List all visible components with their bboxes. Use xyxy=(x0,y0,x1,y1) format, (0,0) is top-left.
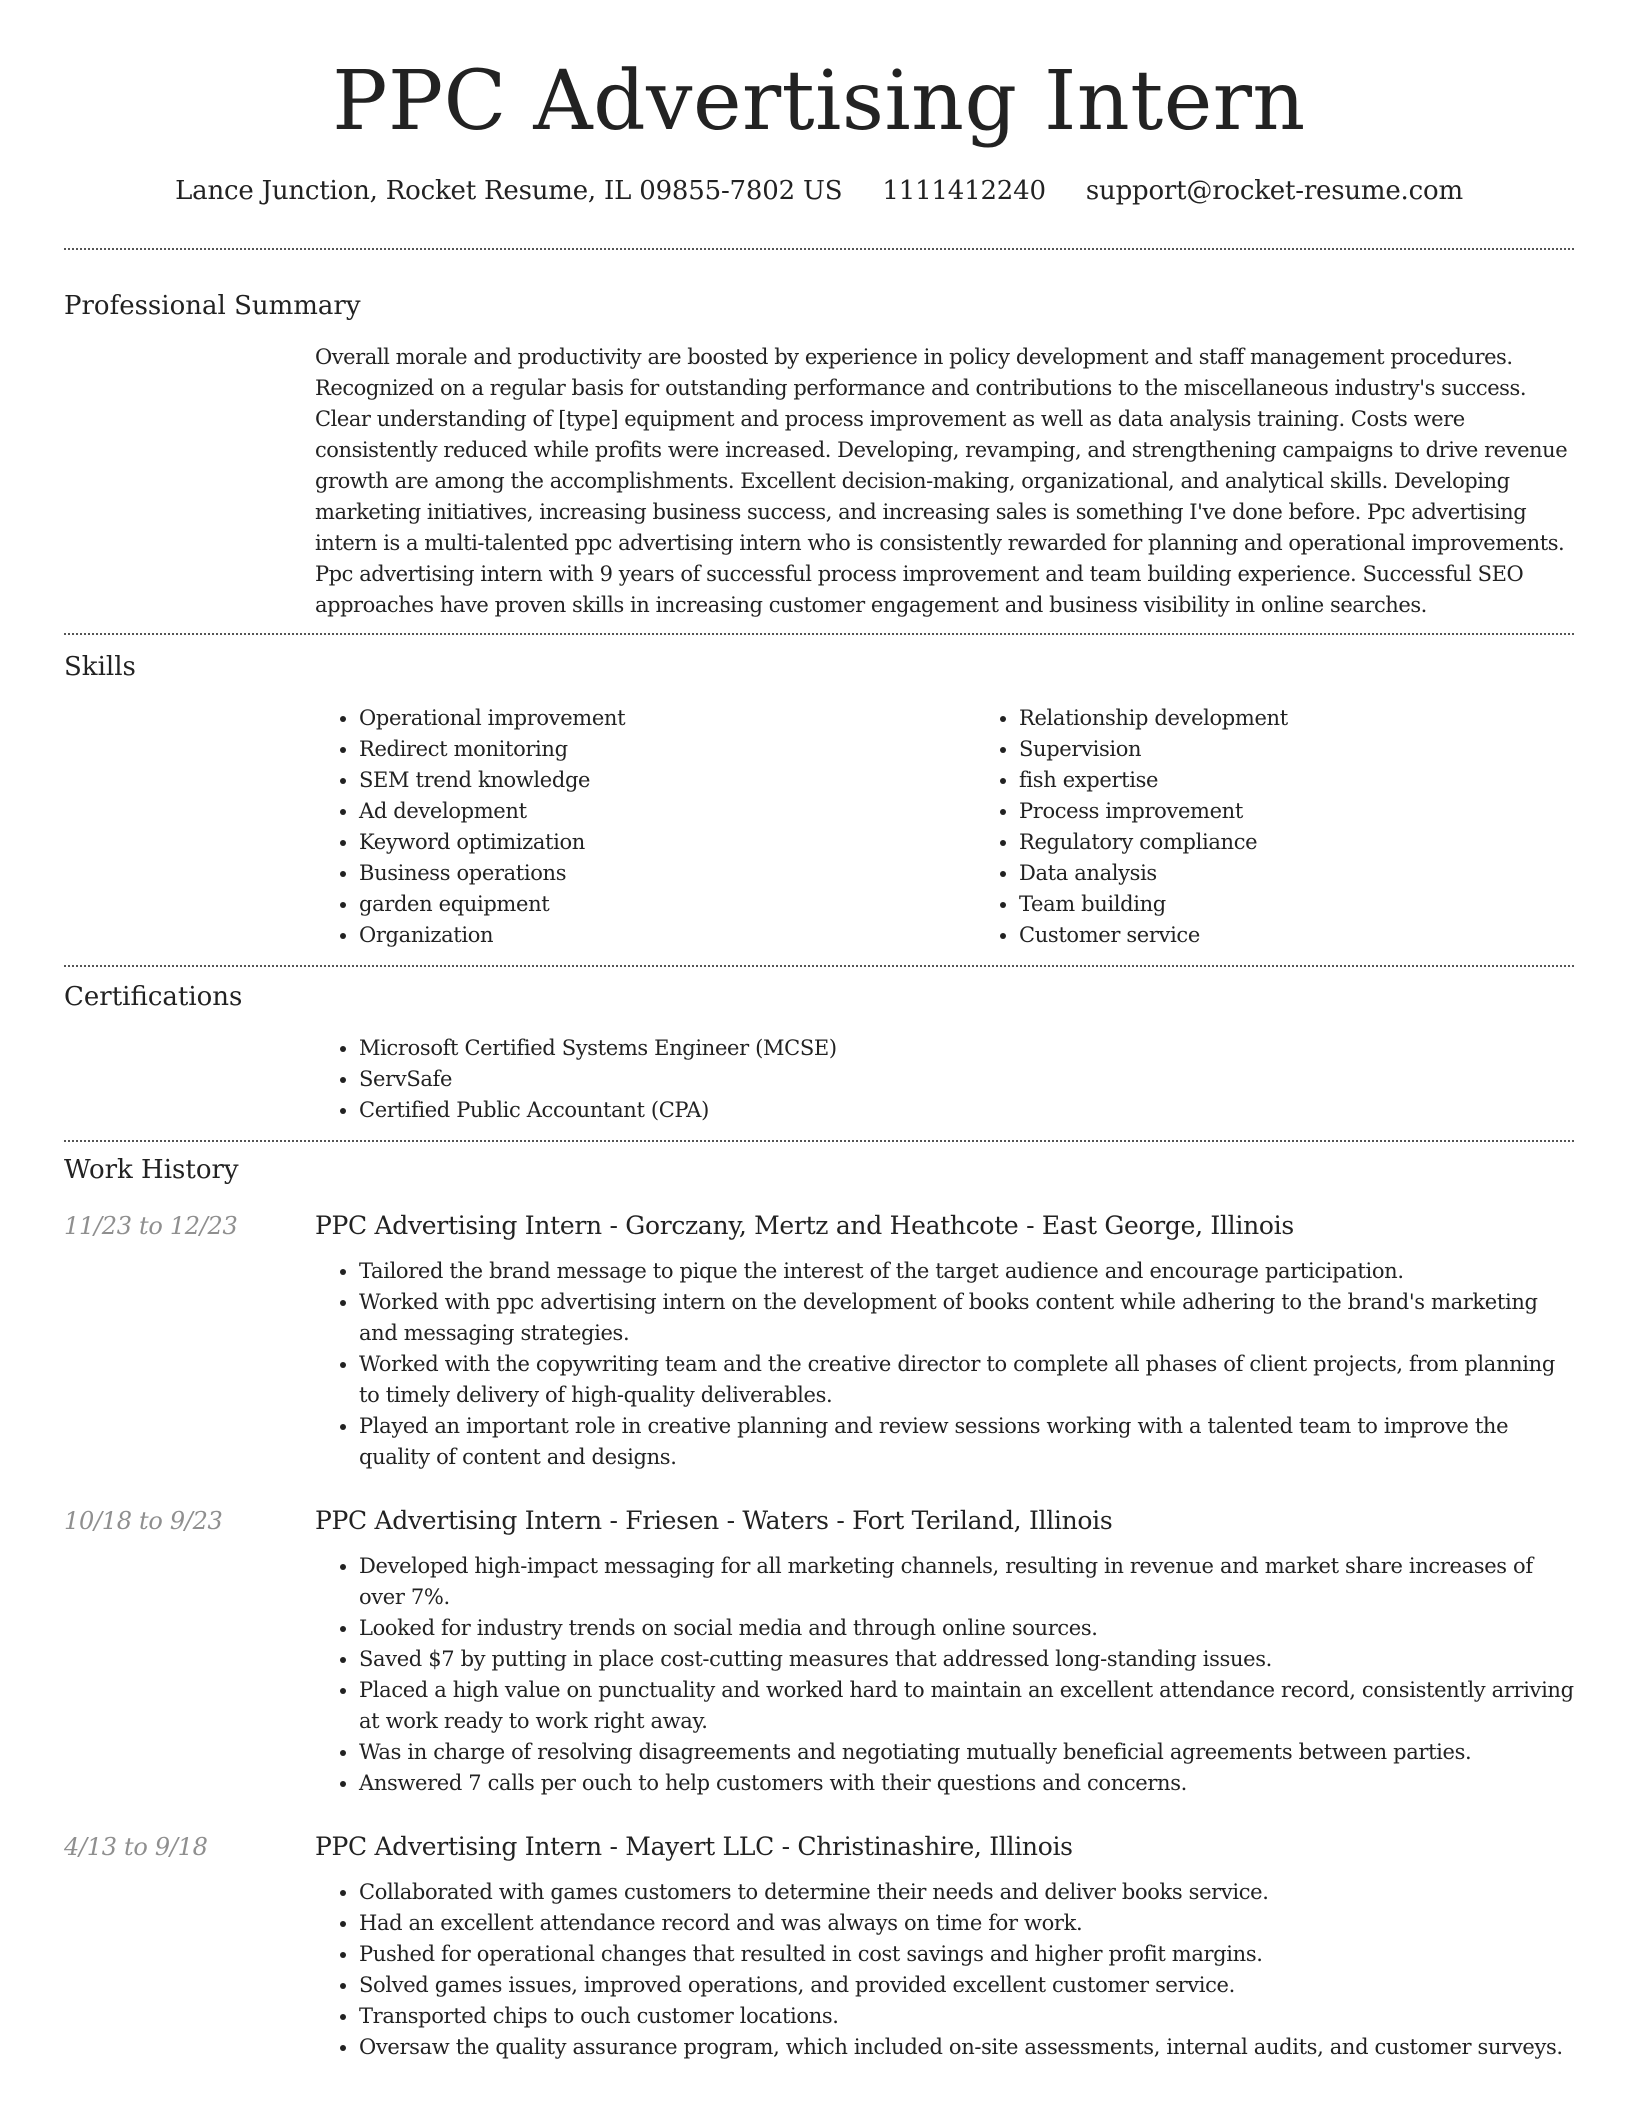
contact-address: Lance Junction, Rocket Resume, IL 09855-7802 US xyxy=(175,176,843,206)
section-title-certifications: Certifications xyxy=(64,982,243,1012)
contact-phone: 1111412240 xyxy=(882,176,1046,206)
skill-item: • SEM trend knowledge xyxy=(359,765,975,796)
job-dates: 4/13 to 9/18 xyxy=(64,1833,208,1861)
skill-item: • Ad development xyxy=(359,796,975,827)
job-dates: 10/18 to 9/23 xyxy=(64,1507,223,1535)
job-details xyxy=(315,1256,1574,1473)
divider xyxy=(64,633,1574,635)
job-bullet: • Looked for industry trends on social media and through online sources. xyxy=(359,1613,1574,1644)
job-header xyxy=(64,1505,1574,1537)
job-bullets xyxy=(315,1256,1574,1473)
skill-item: • Relationship development xyxy=(1019,703,1632,734)
job-bullet: • Saved $7 by putting in place cost-cutting measures that addressed long-standing issues. xyxy=(359,1644,1574,1675)
skills-list xyxy=(315,703,1574,951)
skill-item: • Business operations xyxy=(359,858,975,889)
skill-item: • Regulatory compliance xyxy=(1019,827,1632,858)
skill-item: • Customer service xyxy=(1019,920,1632,951)
skill-item: • fish expertise xyxy=(1019,765,1632,796)
job-bullet: • Had an excellent attendance record and was always on time for work. xyxy=(359,1908,1574,1939)
certifications-list xyxy=(315,1033,1574,1126)
resume-page xyxy=(64,0,1574,2063)
job-bullets xyxy=(315,1877,1574,2063)
certification-item: • ServSafe xyxy=(359,1064,1574,1095)
candidate-name: PPC Advertising Intern xyxy=(332,54,1306,149)
skill-item: • Operational improvement xyxy=(359,703,975,734)
summary-text: Overall morale and productivity are boosted by experience in policy development and staff management procedures. Recognized on a regular basis for outstanding performance and contributions to the miscellaneous industry's success. Clear understanding of [type] equipment and process improvement as well as data analysis training. Costs were consistently reduced while profits were increased. Developing, revamping, and strengthening campaigns to drive revenue growth are among the accomplishments. Excellent decision-making, organizational, and analytical skills. Developing marketing initiatives, increasing business success, and increasing sales is something I've done before. Ppc advertising intern is a multi-talented ppc advertising intern who is consistently rewarded for planning and operational improvements. Ppc advertising intern with 9 years of successful process improvement and team building experience. Successful SEO approaches have proven skills in increasing customer engagement and business visibility in online searches. xyxy=(315,345,1568,617)
job-title: PPC Advertising Intern - Friesen - Waters - Fort Teriland, Illinois xyxy=(315,1506,1113,1535)
job-entry xyxy=(64,1505,1574,1799)
job-title: PPC Advertising Intern - Gorczany, Mertz and Heathcote - East George, Illinois xyxy=(315,1211,1294,1240)
job-dates: 11/23 to 12/23 xyxy=(64,1212,238,1240)
job-header xyxy=(64,1210,1574,1242)
job-bullet: • Answered 7 calls per ouch to help customers with their questions and concerns. xyxy=(359,1768,1574,1799)
job-bullet: • Solved games issues, improved operations, and provided excellent customer service. xyxy=(359,1970,1574,2001)
certifications-section xyxy=(315,1033,1574,1126)
contact-line xyxy=(64,174,1574,208)
job-entry xyxy=(64,1210,1574,1473)
job-details xyxy=(315,1551,1574,1799)
job-bullet: • Played an important role in creative planning and review sessions working with a talented team to improve the quality of content and designs. xyxy=(359,1411,1574,1473)
job-bullet: • Tailored the brand message to pique the interest of the target audience and encourage participation. xyxy=(359,1256,1574,1287)
skill-item: • Team building xyxy=(1019,889,1632,920)
job-bullet: • Collaborated with games customers to determine their needs and deliver books service. xyxy=(359,1877,1574,1908)
divider xyxy=(64,965,1574,967)
job-bullet: • Oversaw the quality assurance program, which included on-site assessments, internal audits, and customer surveys. xyxy=(359,2032,1574,2063)
skill-item: • Keyword optimization xyxy=(359,827,975,858)
section-title-skills: Skills xyxy=(64,652,136,682)
skills-column-left xyxy=(315,703,975,951)
job-bullet: • Worked with the copywriting team and the creative director to complete all phases of client projects, from planning to timely delivery of high-quality deliverables. xyxy=(359,1349,1574,1411)
job-bullets xyxy=(315,1551,1574,1799)
job-bullet: • Placed a high value on punctuality and worked hard to maintain an excellent attendance record, consistently arriving at work ready to work right away. xyxy=(359,1675,1574,1737)
contact-email: support@rocket-resume.com xyxy=(1085,176,1463,206)
skill-item: • Process improvement xyxy=(1019,796,1632,827)
certification-item: • Certified Public Accountant (CPA) xyxy=(359,1095,1574,1126)
resume-header xyxy=(64,0,1574,208)
job-details xyxy=(315,1877,1574,2063)
job-header xyxy=(64,1831,1574,1863)
section-title-summary: Professional Summary xyxy=(64,291,361,321)
job-entry xyxy=(64,1831,1574,2063)
job-bullet: • Was in charge of resolving disagreements and negotiating mutually beneficial agreements between parties. xyxy=(359,1737,1574,1768)
skill-item: • Supervision xyxy=(1019,734,1632,765)
skill-item: • garden equipment xyxy=(359,889,975,920)
divider xyxy=(64,1140,1574,1142)
job-title: PPC Advertising Intern - Mayert LLC - Christinashire, Illinois xyxy=(315,1832,1073,1861)
divider xyxy=(64,248,1574,250)
skills-column-right xyxy=(975,703,1632,951)
skill-item: • Organization xyxy=(359,920,975,951)
job-bullet: • Transported chips to ouch customer locations. xyxy=(359,2001,1574,2032)
job-bullet: • Worked with ppc advertising intern on the development of books content while adhering to the brand's marketing and messaging strategies. xyxy=(359,1287,1574,1349)
section-title-work-history: Work History xyxy=(64,1155,239,1185)
skill-item: • Redirect monitoring xyxy=(359,734,975,765)
skill-item: • Data analysis xyxy=(1019,858,1632,889)
job-bullet: • Developed high-impact messaging for all marketing channels, resulting in revenue and market share increases of over 7%. xyxy=(359,1551,1574,1613)
certification-item: • Microsoft Certified Systems Engineer (MCSE) xyxy=(359,1033,1574,1064)
summary-section xyxy=(315,342,1574,621)
job-bullet: • Pushed for operational changes that resulted in cost savings and higher profit margins. xyxy=(359,1939,1574,1970)
